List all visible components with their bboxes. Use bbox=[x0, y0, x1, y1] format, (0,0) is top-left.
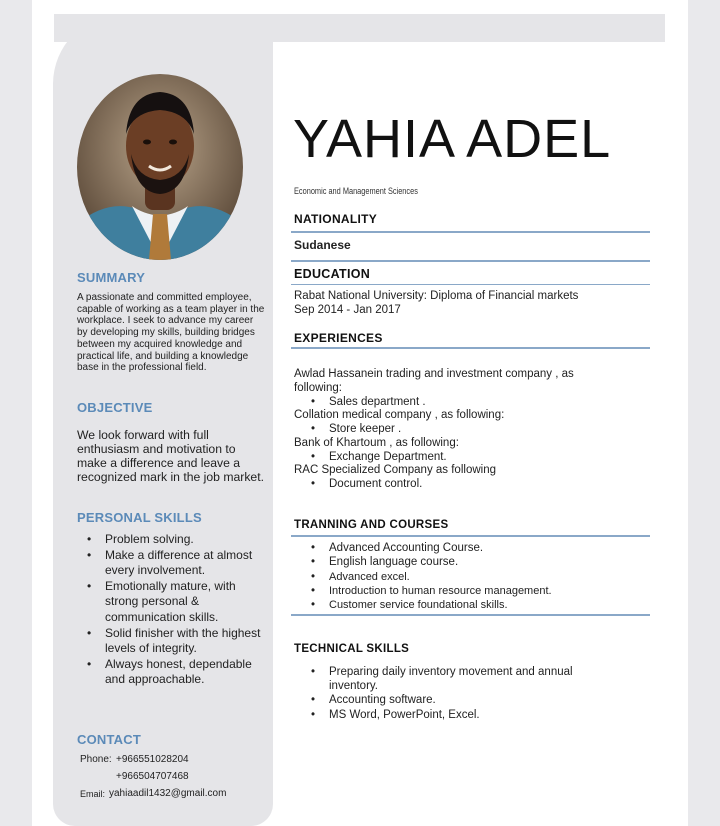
nationality-value: Sudanese bbox=[294, 238, 351, 252]
experience-role-2: Store keeper . bbox=[329, 423, 402, 435]
section-divider bbox=[291, 284, 650, 285]
bullet-icon: • bbox=[311, 571, 316, 583]
experience-role-1: Sales department . bbox=[329, 396, 426, 408]
candidate-name: YAHIA ADEL bbox=[293, 109, 612, 169]
bullet-icon: • bbox=[311, 599, 316, 611]
technical-item-1: Preparing daily inventory movement and annual bbox=[329, 666, 573, 678]
personal-skills-heading: PERSONAL SKILLS bbox=[77, 510, 202, 525]
training-item: Customer service foundational skills. bbox=[329, 599, 508, 611]
bullet-icon: • bbox=[311, 396, 316, 408]
technical-item-1-cont: inventory. bbox=[329, 680, 379, 692]
training-item: Advanced Accounting Course. bbox=[329, 542, 484, 554]
technical-skills-heading: TECHNICAL SKILLS bbox=[294, 643, 410, 655]
list-item: • Emotionally mature, with strong personal & communication skills. bbox=[77, 579, 272, 626]
training-item: Advanced excel. bbox=[329, 571, 410, 583]
phone-number-1[interactable]: +966551028204 bbox=[116, 754, 189, 765]
list-item: • Always honest, dependable and approachable. bbox=[77, 657, 272, 688]
education-line-1: Rabat National University: Diploma of Financial markets bbox=[294, 290, 579, 302]
personal-skills-list bbox=[77, 532, 272, 688]
candidate-subtitle: Economic and Management Sciences bbox=[294, 186, 418, 196]
bullet-icon: • bbox=[311, 423, 316, 435]
summary-heading: SUMMARY bbox=[77, 270, 146, 285]
phone-number-2[interactable]: +966504707468 bbox=[116, 771, 189, 782]
list-item: • Problem solving. bbox=[77, 532, 272, 548]
experience-company-2: Collation medical company , as following: bbox=[294, 409, 505, 421]
experience-company-3: Bank of Khartoum , as following: bbox=[294, 437, 459, 449]
experience-company-4: RAC Specialized Company as following bbox=[294, 464, 496, 476]
section-divider bbox=[291, 347, 650, 349]
phone-label: Phone: bbox=[80, 754, 112, 765]
technical-item-3: MS Word, PowerPoint, Excel. bbox=[329, 709, 480, 721]
bullet-icon: • bbox=[311, 556, 316, 568]
education-line-2: Sep 2014 - Jan 2017 bbox=[294, 304, 401, 316]
summary-text: A passionate and committed employee, capable of working as a team player in the workplace. I seek to advance my career by developing my skills, building bridges between my acquired knowledge and practical life, and building a knowledge base in the professional field. bbox=[77, 292, 265, 374]
technical-item-2: Accounting software. bbox=[329, 694, 436, 706]
bullet-icon: • bbox=[311, 451, 316, 463]
experience-role-3: Exchange Department. bbox=[329, 451, 447, 463]
bullet-icon: • bbox=[311, 709, 316, 721]
objective-text: We look forward with full enthusiasm and motivation to make a difference and leave a recognized mark in the job market. bbox=[77, 428, 264, 484]
bullet-icon: • bbox=[311, 666, 316, 678]
nationality-heading: NATIONALITY bbox=[294, 212, 378, 226]
experiences-heading: EXPERIENCES bbox=[294, 331, 383, 345]
contact-heading: CONTACT bbox=[77, 732, 141, 747]
section-divider bbox=[291, 260, 650, 262]
email-link[interactable]: yahiaadil1432@gmail.com bbox=[109, 788, 227, 799]
objective-heading: OBJECTIVE bbox=[77, 400, 153, 415]
experience-role-4: Document control. bbox=[329, 478, 423, 490]
email-label: Email: bbox=[80, 789, 106, 799]
training-heading: TRANNING AND COURSES bbox=[294, 519, 449, 531]
bullet-icon: • bbox=[311, 585, 316, 597]
list-item: • Make a difference at almost every involvement. bbox=[77, 548, 272, 579]
section-divider bbox=[291, 535, 650, 537]
bullet-icon: • bbox=[311, 542, 316, 554]
section-divider bbox=[291, 614, 650, 616]
bullet-icon: • bbox=[311, 478, 316, 490]
training-item: Introduction to human resource management. bbox=[329, 585, 552, 597]
education-heading: EDUCATION bbox=[294, 267, 371, 281]
experience-company-1: Awlad Hassanein trading and investment company , as bbox=[294, 368, 574, 380]
bullet-icon: • bbox=[311, 694, 316, 706]
experience-company-1-cont: following: bbox=[294, 382, 342, 394]
profile-photo bbox=[77, 74, 243, 260]
section-divider bbox=[291, 231, 650, 233]
list-item: • Solid finisher with the highest levels of integrity. bbox=[77, 626, 272, 657]
training-item: English language course. bbox=[329, 556, 459, 568]
